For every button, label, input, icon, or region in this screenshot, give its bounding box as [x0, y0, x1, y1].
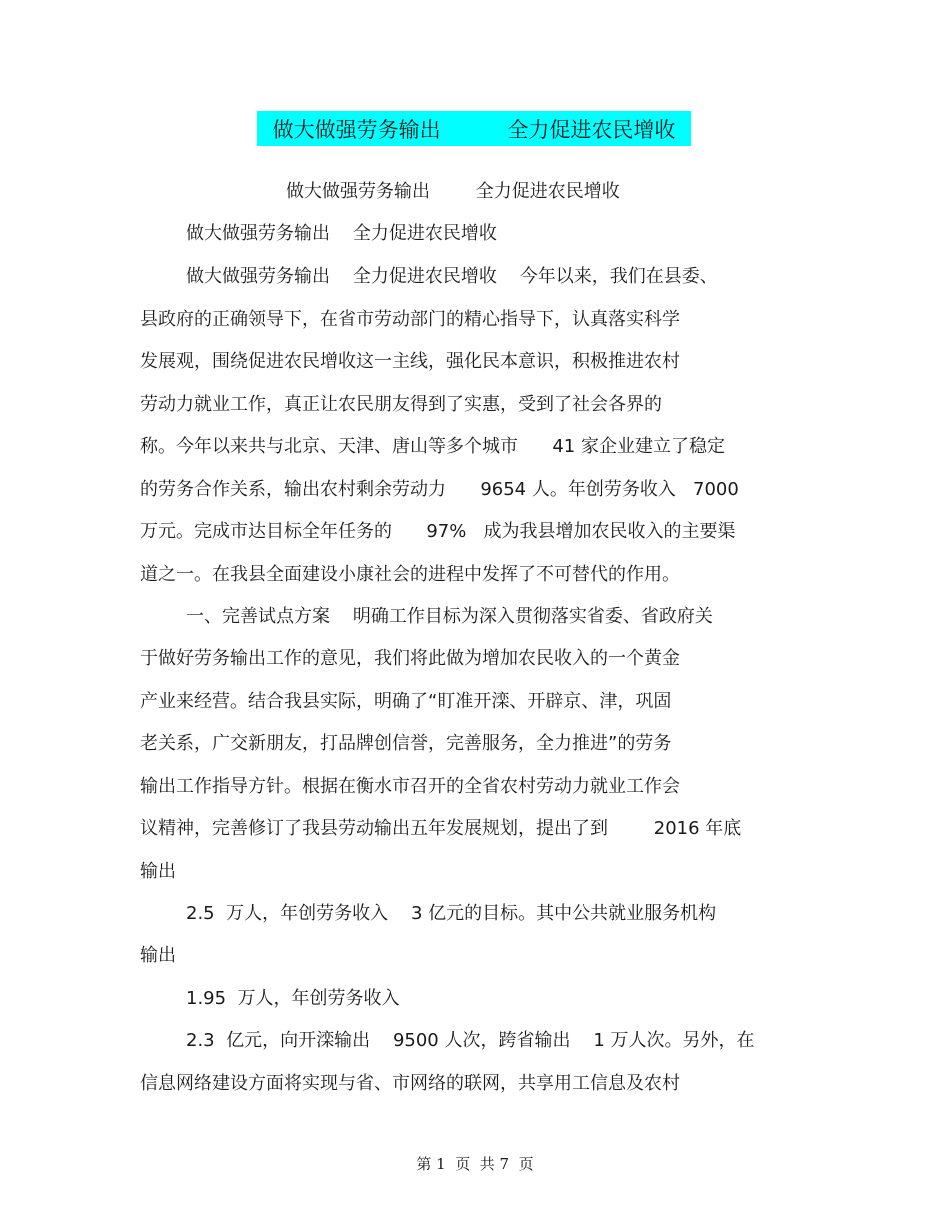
paragraph-line: 一、完善试点方案 明确工作目标为深入贯彻落实省委、省政府关: [186, 606, 713, 627]
subtitle: 做大做强劳务输出 全力促进农民增收: [286, 181, 620, 202]
paragraph-line: 输出: [140, 861, 176, 882]
paragraph-line: 万元。完成市达目标全年任务的 97% 成为我县增加农民收入的主要渠: [140, 521, 736, 542]
paragraph-line: 道之一。在我县全面建设小康社会的进程中发挥了不可替代的作用。: [140, 564, 680, 585]
highlighted-title: [257, 111, 691, 146]
paragraph-line: 2.3 亿元，向开滦输出 9500 人次，跨省输出 1 万人次。另外，在: [186, 1030, 755, 1051]
paragraph-line: 劳动力就业工作，真正让农民朋友得到了实惠，受到了社会各界的: [140, 394, 662, 415]
paragraph-line: 发展观，围绕促进农民增收这一主线，强化民本意识，积极推进农村: [140, 351, 680, 372]
paragraph-line: 的劳务合作关系，输出农村剩余劳动力 9654 人。年创劳务收入 7000: [140, 479, 739, 500]
paragraph-line: 产业来经营。结合我县实际，明确了“盯准开滦、开辟京、津，巩固: [140, 691, 672, 712]
paragraph-line: 老关系，广交新朋友，打品牌创信誉，完善服务，全力推进”的劳务: [140, 733, 672, 754]
paragraph-line: 于做好劳务输出工作的意见，我们将此做为增加农民收入的一个黄金: [140, 648, 680, 669]
paragraph-line: 做大做强劳务输出 全力促进农民增收 今年以来，我们在县委、: [186, 266, 718, 287]
page-footer: 第 1 页 共 7 页: [416, 1155, 534, 1173]
paragraph-line: 县政府的正确领导下，在省市劳动部门的精心指导下，认真落实科学: [140, 309, 680, 330]
title-text: 做大做强劳务输出 全力促进农民增收: [272, 117, 676, 142]
paragraph-line: 议精神，完善修订了我县劳动输出五年发展规划，提出了到 2016 年底: [140, 818, 742, 839]
heading-repeat: 做大做强劳务输出 全力促进农民增收: [186, 223, 497, 244]
paragraph-line: 2.5 万人，年创劳务收入 3 亿元的目标。其中公共就业服务机构: [186, 903, 717, 924]
paragraph-line: 输出工作指导方针。根据在衡水市召开的全省农村劳动力就业工作会: [140, 776, 680, 797]
paragraph-line: 输出: [140, 945, 176, 966]
paragraph-line: 称。今年以来共与北京、天津、唐山等多个城市 41 家企业建立了稳定: [140, 436, 725, 457]
paragraph-line: 1.95 万人，年创劳务收入: [186, 988, 400, 1009]
paragraph-line: 信息网络建设方面将实现与省、市网络的联网，共享用工信息及农村: [140, 1073, 680, 1094]
